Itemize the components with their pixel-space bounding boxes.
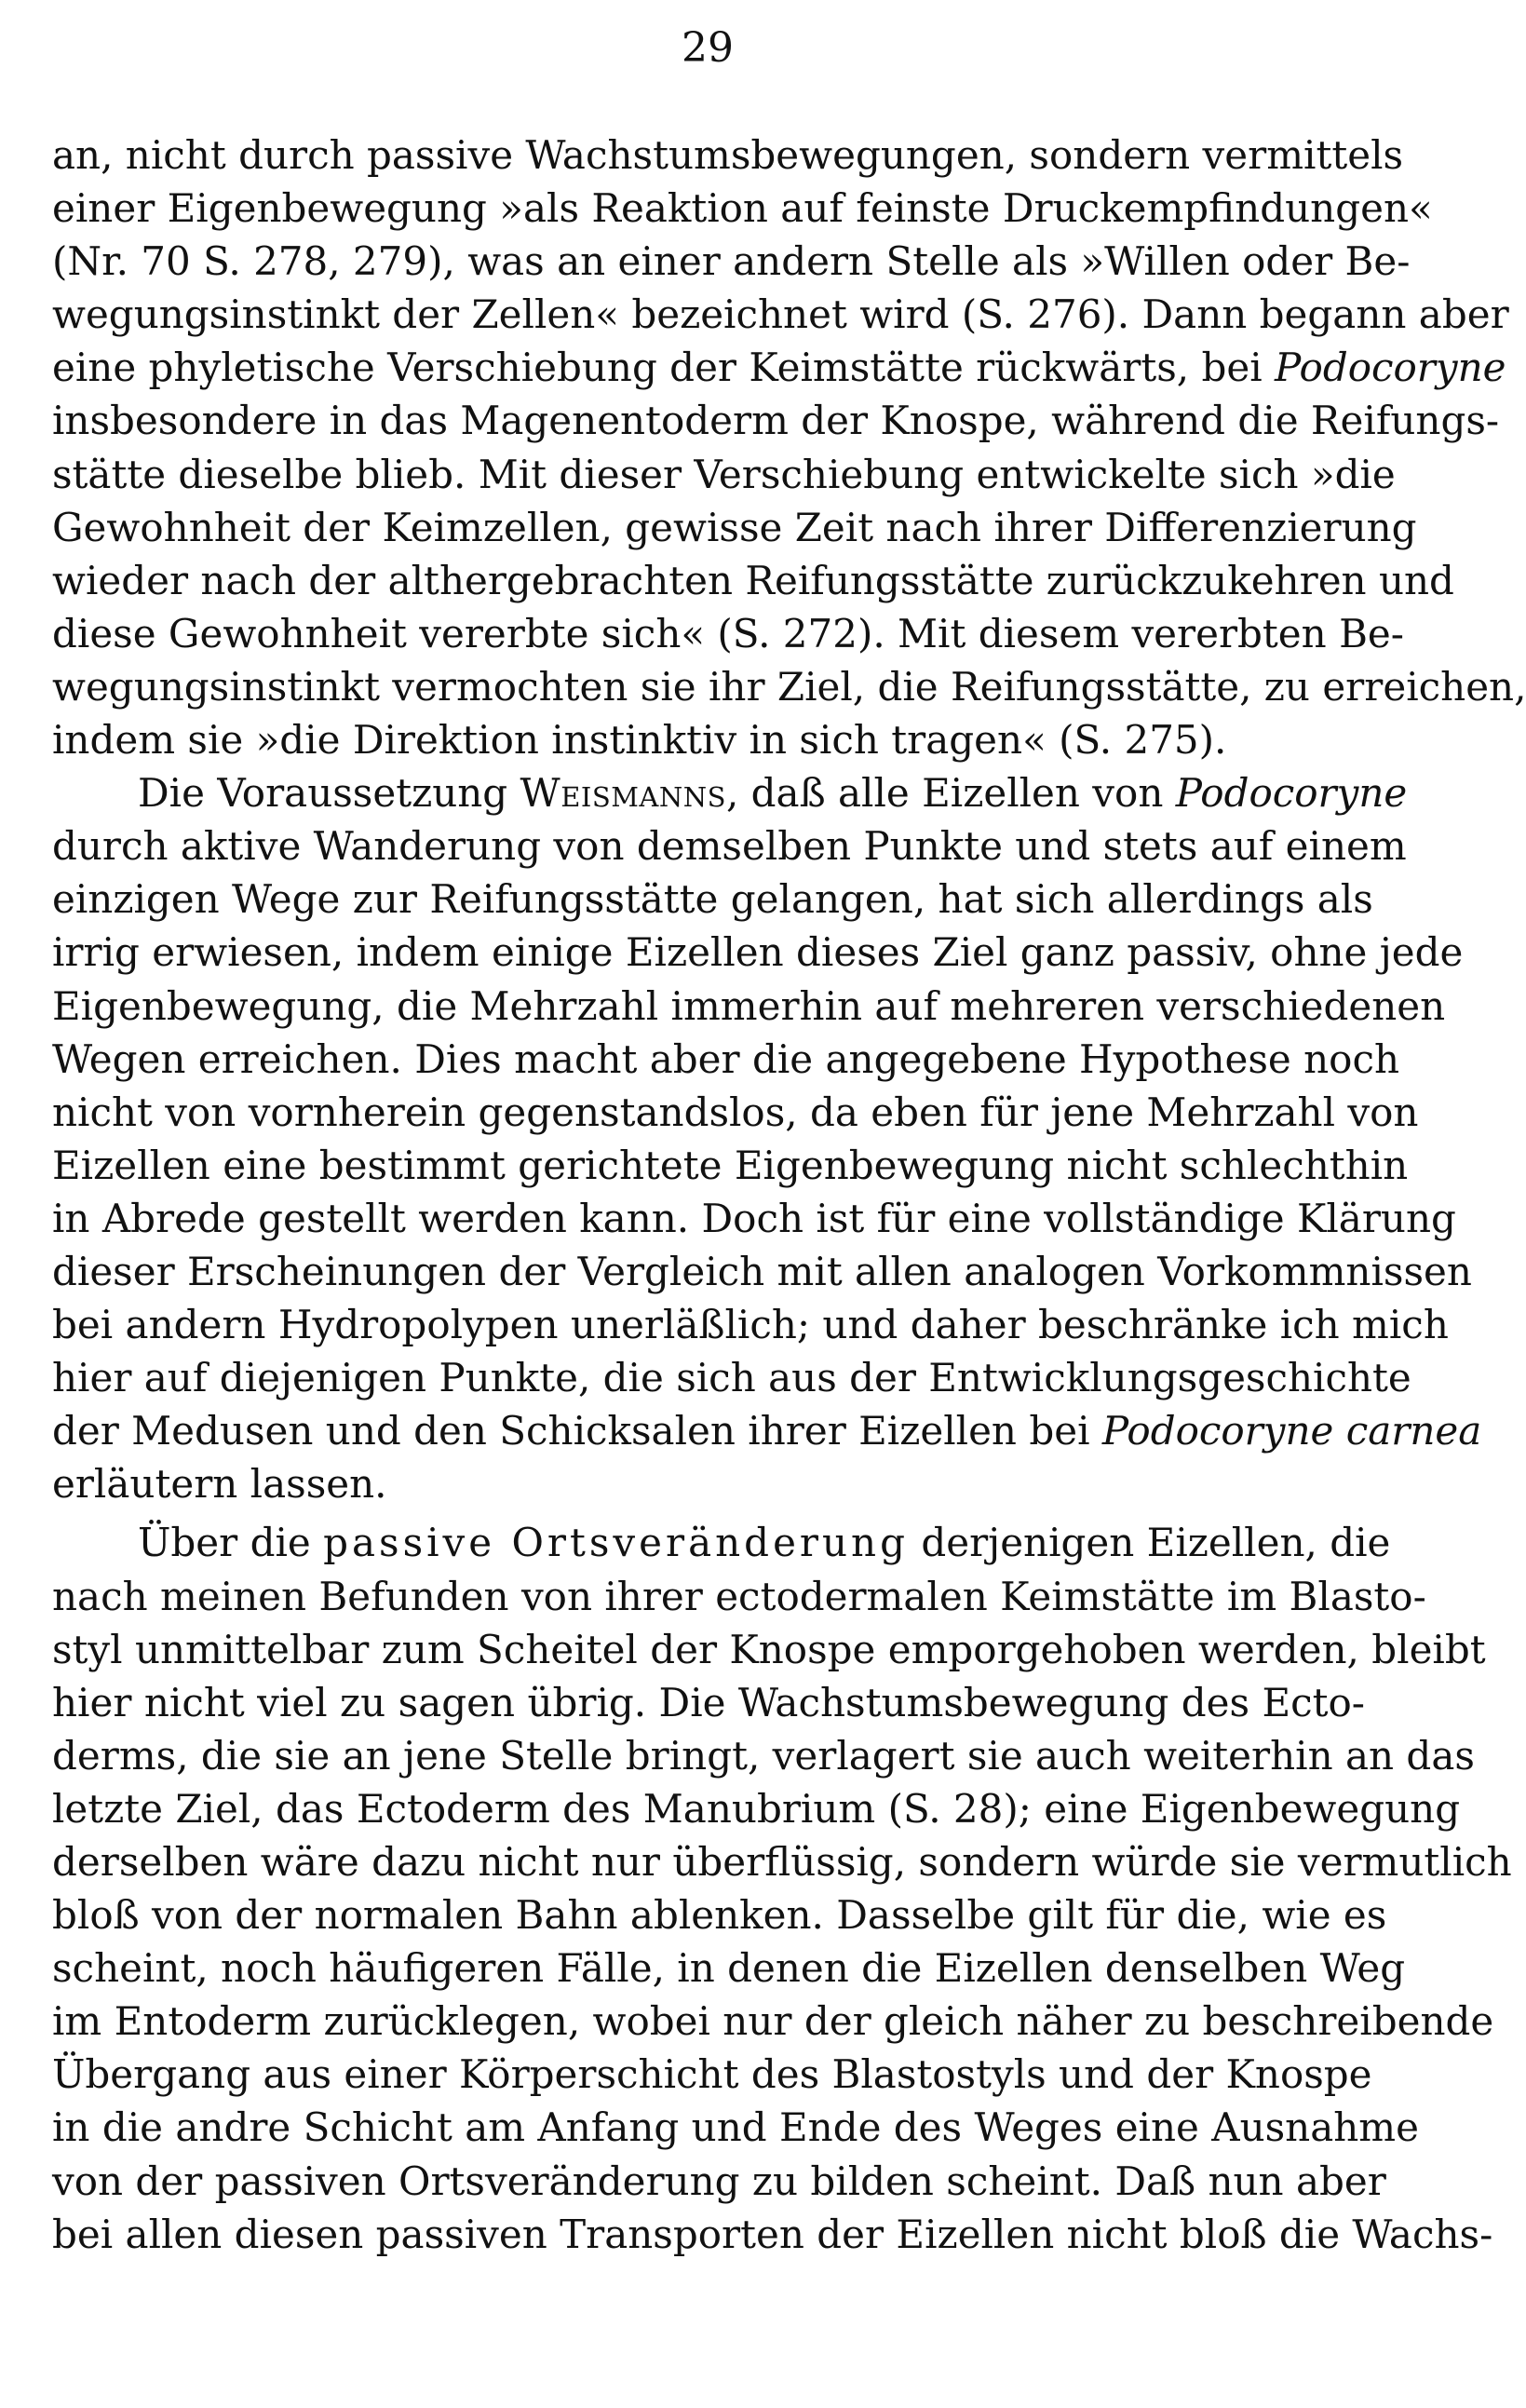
text-line: an, nicht durch passive Wachstumsbewegungen, sondern vermittels	[52, 132, 1404, 178]
text-line: (Nr. 70 S. 278, 279), was an einer andern Stelle als »Willen oder Be-	[52, 238, 1411, 285]
text-line	[52, 341, 1506, 394]
text-line: Eigenbewegung, die Mehrzahl immerhin auf mehreren verschiedenen	[52, 982, 1446, 1029]
page-number: 29	[682, 24, 734, 72]
paragraph-2	[52, 766, 1482, 1510]
author-name: Weismanns	[520, 770, 726, 817]
text-run: , daß alle Eizellen von	[725, 770, 1176, 817]
text-line: nach meinen Befunden von ihrer ectodermalen Keimstätte im Blasto-	[52, 1573, 1426, 1619]
text-line	[52, 1516, 1391, 1569]
body-text	[52, 129, 1526, 2261]
text-line: erläutern lassen.	[52, 1461, 387, 1508]
text-line: wegungsinstinkt vermochten sie ihr Ziel, die Reifungsstätte, zu erreichen,	[52, 663, 1526, 710]
emphasized-term: passive Ortsveränderung	[323, 1520, 909, 1566]
text-line: wieder nach der althergebrachten Reifungsstätte zurückzukehren und	[52, 557, 1454, 603]
text-line: einzigen Wege zur Reifungsstätte gelangen, hat sich allerdings als	[52, 876, 1373, 923]
text-line	[52, 766, 1408, 819]
text-run: Die Voraussetzung	[138, 770, 520, 817]
species-name: Podocoryne	[1175, 770, 1408, 817]
text-line: hier nicht viel zu sagen übrig. Die Wachstumsbewegung des Ecto-	[52, 1679, 1365, 1725]
paragraph-3	[52, 1516, 1512, 2260]
text-line: von der passiven Ortsveränderung zu bilden scheint. Daß nun aber	[52, 2158, 1386, 2204]
text-line: Wegen erreichen. Dies macht aber die angegebene Hypothese noch	[52, 1035, 1400, 1082]
text-line: Gewohnheit der Keimzellen, gewisse Zeit nach ihrer Differenzierung	[52, 504, 1417, 550]
text-line: bloß von der normalen Bahn ablenken. Dasselbe gilt für die, wie es	[52, 1892, 1387, 1939]
text-line: Eizellen eine bestimmt gerichtete Eigenbewegung nicht schlechthin	[52, 1142, 1409, 1188]
text-line: nicht von vornherein gegenstandslos, da eben für jene Mehrzahl von	[52, 1089, 1419, 1135]
text-line: im Entoderm zurücklegen, wobei nur der gleich näher zu beschreibende	[52, 1998, 1494, 2045]
text-line: dieser Erscheinungen der Vergleich mit allen analogen Vorkommnissen	[52, 1248, 1472, 1294]
text-line: hier auf diejenigen Punkte, die sich aus der Entwicklungsgeschichte	[52, 1355, 1411, 1401]
text-line	[52, 1404, 1482, 1457]
text-line: bei andern Hydropolypen unerläßlich; und daher beschränke ich mich	[52, 1302, 1449, 1348]
text-run: der Medusen und den Schicksalen ihrer Eizellen bei	[52, 1408, 1102, 1454]
text-line: derms, die sie an jene Stelle bringt, verlagert sie auch weiterhin an das	[52, 1732, 1475, 1779]
text-line: insbesondere in das Magenentoderm der Knospe, während die Reifungs-	[52, 398, 1500, 444]
text-line: diese Gewohnheit vererbte sich« (S. 272). Mit diesem vererbten Be-	[52, 610, 1404, 656]
text-run: eine phyletische Verschiebung der Keimstätte rückwärts, bei	[52, 345, 1275, 391]
text-line: scheint, noch häufigeren Fälle, in denen die Eizellen denselben Weg	[52, 1945, 1406, 1992]
text-line: letzte Ziel, das Ectoderm des Manubrium (S. 28); eine Eigenbewegung	[52, 1785, 1461, 1832]
text-line: in die andre Schicht am Anfang und Ende des Weges eine Ausnahme	[52, 2104, 1419, 2151]
text-line: wegungsinstinkt der Zellen« bezeichnet wird (S. 276). Dann begann aber	[52, 291, 1509, 338]
text-line: durch aktive Wanderung von demselben Punkte und stets auf einem	[52, 823, 1407, 870]
species-name: Podocoryne carnea	[1101, 1408, 1482, 1454]
text-line: Übergang aus einer Körperschicht des Blastostyls und der Knospe	[52, 2051, 1372, 2098]
text-line: bei allen diesen passiven Transporten der Eizellen nicht bloß die Wachs-	[52, 2211, 1493, 2257]
text-line: irrig erwiesen, indem einige Eizellen dieses Ziel ganz passiv, ohne jede	[52, 929, 1464, 976]
text-line: stätte dieselbe blieb. Mit dieser Verschiebung entwickelte sich »die	[52, 451, 1396, 497]
text-line: derselben wäre dazu nicht nur überflüssig, sondern würde sie vermutlich	[52, 1839, 1512, 1885]
text-line: in Abrede gestellt werden kann. Doch ist für eine vollständige Klärung	[52, 1195, 1456, 1241]
text-line: styl unmittelbar zum Scheitel der Knospe emporgehoben werden, bleibt	[52, 1626, 1486, 1672]
text-run: Über die	[138, 1520, 324, 1566]
text-run: derjenigen Eizellen, die	[909, 1520, 1391, 1566]
text-line: einer Eigenbewegung »als Reaktion auf feinste Druckempfindungen«	[52, 185, 1433, 232]
text-line: indem sie »die Direktion instinktiv in sich tragen« (S. 275).	[52, 717, 1227, 764]
paragraph-1	[52, 129, 1526, 766]
species-name: Podocoryne	[1274, 345, 1506, 391]
